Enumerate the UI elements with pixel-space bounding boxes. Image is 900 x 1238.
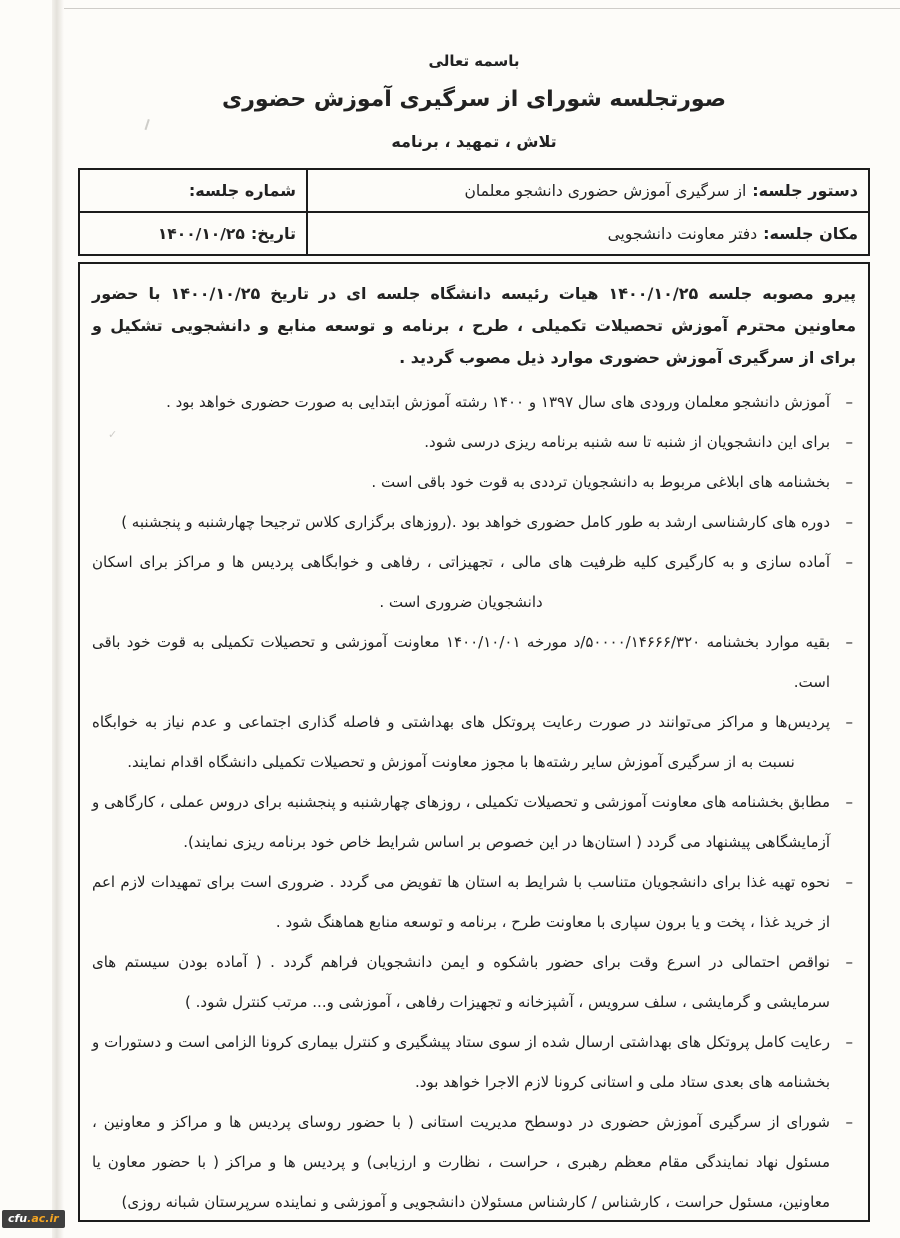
resolutions-box <box>78 262 870 1222</box>
table-row <box>79 212 869 255</box>
location-cell <box>307 212 869 255</box>
resolution-item <box>92 862 856 942</box>
document-content <box>78 50 870 1222</box>
scan-top-edge-line <box>58 8 900 9</box>
resolution-text: بخشنامه های ابلاغی مربوط به دانشجویان ترددی به قوت خود باقی است . <box>371 473 830 491</box>
document-motto: تلاش ، تمهید ، برنامه <box>391 132 557 151</box>
resolution-text: مطابق بخشنامه های معاونت آموزشی و تحصیلات تکمیلی ، روزهای چهارشنبه و پنجشنبه برای دروس عملی ، کارگاهی و آزمایشگاهی پیشنهاد می گردد ( استان‌ها در این خصوص بر اساس شرایط خاص خود برنامه ریزی نمایند). <box>92 793 830 851</box>
table-row <box>79 169 869 212</box>
dash-bullet-icon: – <box>845 1033 853 1051</box>
dash-bullet-icon: – <box>845 393 853 411</box>
resolution-item <box>92 422 856 462</box>
agenda-cell <box>307 169 869 212</box>
watermark-prefix: cfu <box>8 1212 28 1225</box>
dash-bullet-icon: – <box>845 513 853 531</box>
agenda-value: از سرگیری آموزش حضوری دانشجو معلمان <box>464 182 747 200</box>
resolution-text: شورای از سرگیری آموزش حضوری در دوسطح مدیریت استانی ( با حضور روسای پردیس ها و مراکز و معاونین ، مسئول نهاد نمایندگی مقام معظم رهبری ، حراست ، نظارت و ارزیابی) و پردیس ها و مراکز ( با حضور معاون یا معاونین، مسئول حراست ، کارشناس / کارشناس مسئولان دانشجویی و آموزشی و نماینده سرپرستان شبانه روزی) <box>92 1113 830 1211</box>
resolution-text: نحوه تهیه غذا برای دانشجویان متناسب با شرایط به استان ها تفویض می گردد . ضروری است برای تمهیدات لازم اعم از خرید غذا ، پخت و یا برون سپاری با معاونت طرح ، برنامه و توسعه منابع هماهنگ شود . <box>92 873 830 931</box>
intro-paragraph: پیرو مصوبه جلسه ۱۴۰۰/۱۰/۲۵ هیات رئیسه دانشگاه جلسه ای در تاریخ ۱۴۰۰/۱۰/۲۵ با حضور معاونین محترم آموزش تحصیلات تکمیلی ، طرح ، برنامه و توسعه منابع و دانشجویی تشکیل و برای از سرگیری آموزش حضوری موارد ذیل مصوب گردید . <box>92 284 856 367</box>
dash-bullet-icon: – <box>845 953 853 971</box>
dash-bullet-icon: – <box>845 553 853 571</box>
watermark-suffix: .ac.ir <box>27 1212 59 1225</box>
meeting-info-table <box>78 168 870 256</box>
resolution-item <box>92 1022 856 1102</box>
location-value: دفتر معاونت دانشجویی <box>607 225 758 243</box>
scan-artifact: ✓ <box>108 428 118 441</box>
resolution-text: رعایت کامل پروتکل های بهداشتی ارسال شده از سوی ستاد پیشگیری و کنترل بیماری کرونا الزامی است و دستورات و بخشنامه های بعدی ستاد ملی و استانی کرونا لازم الاجرا خواهد بود. <box>92 1033 830 1091</box>
document-header <box>78 50 870 154</box>
resolution-list <box>92 382 856 1222</box>
resolution-item <box>92 382 856 422</box>
date-label: تاریخ: <box>250 224 296 243</box>
date-value: ۱۴۰۰/۱۰/۲۵ <box>157 225 245 243</box>
resolution-item <box>92 702 856 782</box>
resolution-item <box>92 542 856 622</box>
dash-bullet-icon: – <box>845 1113 853 1131</box>
date-cell <box>79 212 307 255</box>
dash-bullet-icon: – <box>845 633 853 651</box>
resolution-item <box>92 1102 856 1222</box>
document-title: صورتجلسه شورای از سرگیری آموزش حضوری <box>222 87 726 112</box>
resolution-text: آموزش دانشجو معلمان ورودی های سال ۱۳۹۷ و ۱۴۰۰ رشته آموزش ابتدایی به صورت حضوری خواهد بود . <box>166 393 830 411</box>
resolution-text: بقیه موارد بخشنامه ۵۰۰۰۰/۱۴۶۶۶/۳۲۰/د مورخه ۱۴۰۰/۱۰/۰۱ معاونت آموزشی و تحصیلات تکمیلی به قوت خود باقی است. <box>92 633 830 691</box>
resolution-item <box>92 782 856 862</box>
dash-bullet-icon: – <box>845 873 853 891</box>
site-watermark <box>2 1210 65 1228</box>
dash-bullet-icon: – <box>845 473 853 491</box>
resolution-text: دوره های کارشناسی ارشد به طور کامل حضوری خواهد بود .(روزهای برگزاری کلاس ترجیحا چهارشنبه و پنجشنبه ) <box>121 513 830 531</box>
resolution-text: برای این دانشجویان از شنبه تا سه شنبه برنامه ریزی درسی شود. <box>424 433 830 451</box>
resolution-item <box>92 502 856 542</box>
resolution-item <box>92 622 856 702</box>
dash-bullet-icon: – <box>845 793 853 811</box>
dash-bullet-icon: – <box>845 713 853 731</box>
resolution-text: آماده سازی و به کارگیری کلیه ظرفیت های مالی ، تجهیزاتی ، رفاهی و خوابگاهی پردیس ها و مراکز برای اسکان دانشجویان ضروری است . <box>92 553 830 611</box>
agenda-label: دستور جلسه: <box>752 181 858 200</box>
resolution-text: پردیس‌ها و مراکز می‌توانند در صورت رعایت پروتکل های بهداشتی و فاصله گذاری اجتماعی و عدم نیاز به خوابگاه نسبت به از سرگیری آموزش سایر رشته‌ها با مجوز معاونت آموزش و تحصیلات تکمیلی دانشگاه اقدام نمایند. <box>92 713 830 771</box>
resolution-text: نواقص احتمالی در اسرع وقت برای حضور باشکوه و ایمن دانشجویان فراهم گردد . ( آماده بودن سیستم های سرمایشی و گرمایشی ، سلف سرویس ، آشپزخانه و تجهیزات رفاهی ، آموزشی و... مرتب کنترل شود. ) <box>92 953 830 1011</box>
location-label: مکان جلسه: <box>763 224 858 243</box>
resolution-item <box>92 462 856 502</box>
meeting-number-cell <box>79 169 307 212</box>
paper-left-edge-shadow <box>52 0 64 1238</box>
bismillah-text: باسمه تعالی <box>428 52 520 70</box>
dash-bullet-icon: – <box>845 433 853 451</box>
resolution-item <box>92 942 856 1022</box>
meeting-number-label: شماره جلسه: <box>188 181 296 200</box>
